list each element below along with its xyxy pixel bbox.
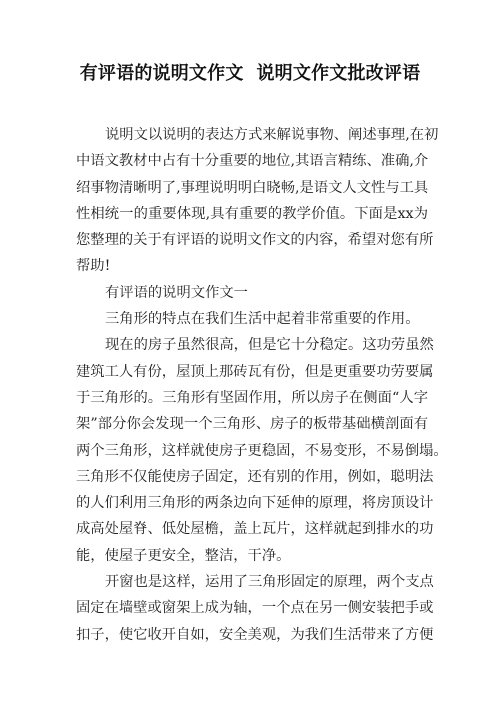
paragraph-line: 的人们利用三角形的两条边向下延伸的原理，将房顶设计 (76, 495, 434, 512)
paragraph-line: 您整理的关于有评语的说明文作文的内容，希望对您有所 (76, 232, 434, 249)
paragraph-line: 成高处屋脊、低处屋檐，盖上瓦片，这样就起到排水的功 (76, 521, 434, 538)
paragraph-line: 能，使屋子更安全，整洁，干净。 (76, 547, 291, 564)
paragraph-line: 开窗也是这样，运用了三角形固定的原理，两个支点 (105, 574, 434, 591)
paragraph-line: 中语文教材中占有十分重要的地位,其语言精练、准确,介 (76, 153, 429, 170)
paragraph-line: 帮助! (76, 258, 111, 275)
section-heading: 有评语的说明文作文一 (105, 284, 248, 301)
paragraph-line: 建筑工人有份，屋顶上那砖瓦有份，但是更重要功劳要属 (76, 363, 434, 380)
paragraph-line: 架”部分你会发现一个三角形、房子的板带基础横剖面有 (76, 416, 428, 433)
paragraph-line: 三角形的特点在我们生活中起着非常重要的作用。 (105, 311, 420, 328)
paragraph-line: 现在的房子虽然很高，但是它十分稳定。这功劳虽然 (105, 337, 434, 354)
paragraph-line: 性相统一的重要体现,具有重要的教学价值。下面是xx为 (76, 205, 428, 222)
paragraph-line: 绍事物清晰明了,事理说明明白晓畅,是语文人文性与工具 (76, 179, 429, 196)
document-title: 有评语的说明文作文 说明文作文批改评语 (79, 63, 421, 84)
paragraph-line: 两个三角形，这样就使房子更稳固，不易变形，不易倒塌。 (76, 442, 448, 459)
paragraph-line: 于三角形的。三角形有坚固作用，所以房子在侧面“人字 (76, 389, 428, 406)
document-body (76, 122, 448, 648)
paragraph-line: 扣子，使它收开自如，安全美观，为我们生活带来了方便 (76, 626, 434, 643)
paragraph-line: 三角形不仅能使房子固定，还有别的作用，例如，聪明法 (76, 468, 434, 485)
paragraph-line: 说明文以说明的表达方式来解说事物、阐述事理,在初 (105, 127, 439, 143)
paragraph-line: 固定在墙壁或窗架上成为轴，一个点在另一侧安装把手或 (76, 600, 434, 617)
